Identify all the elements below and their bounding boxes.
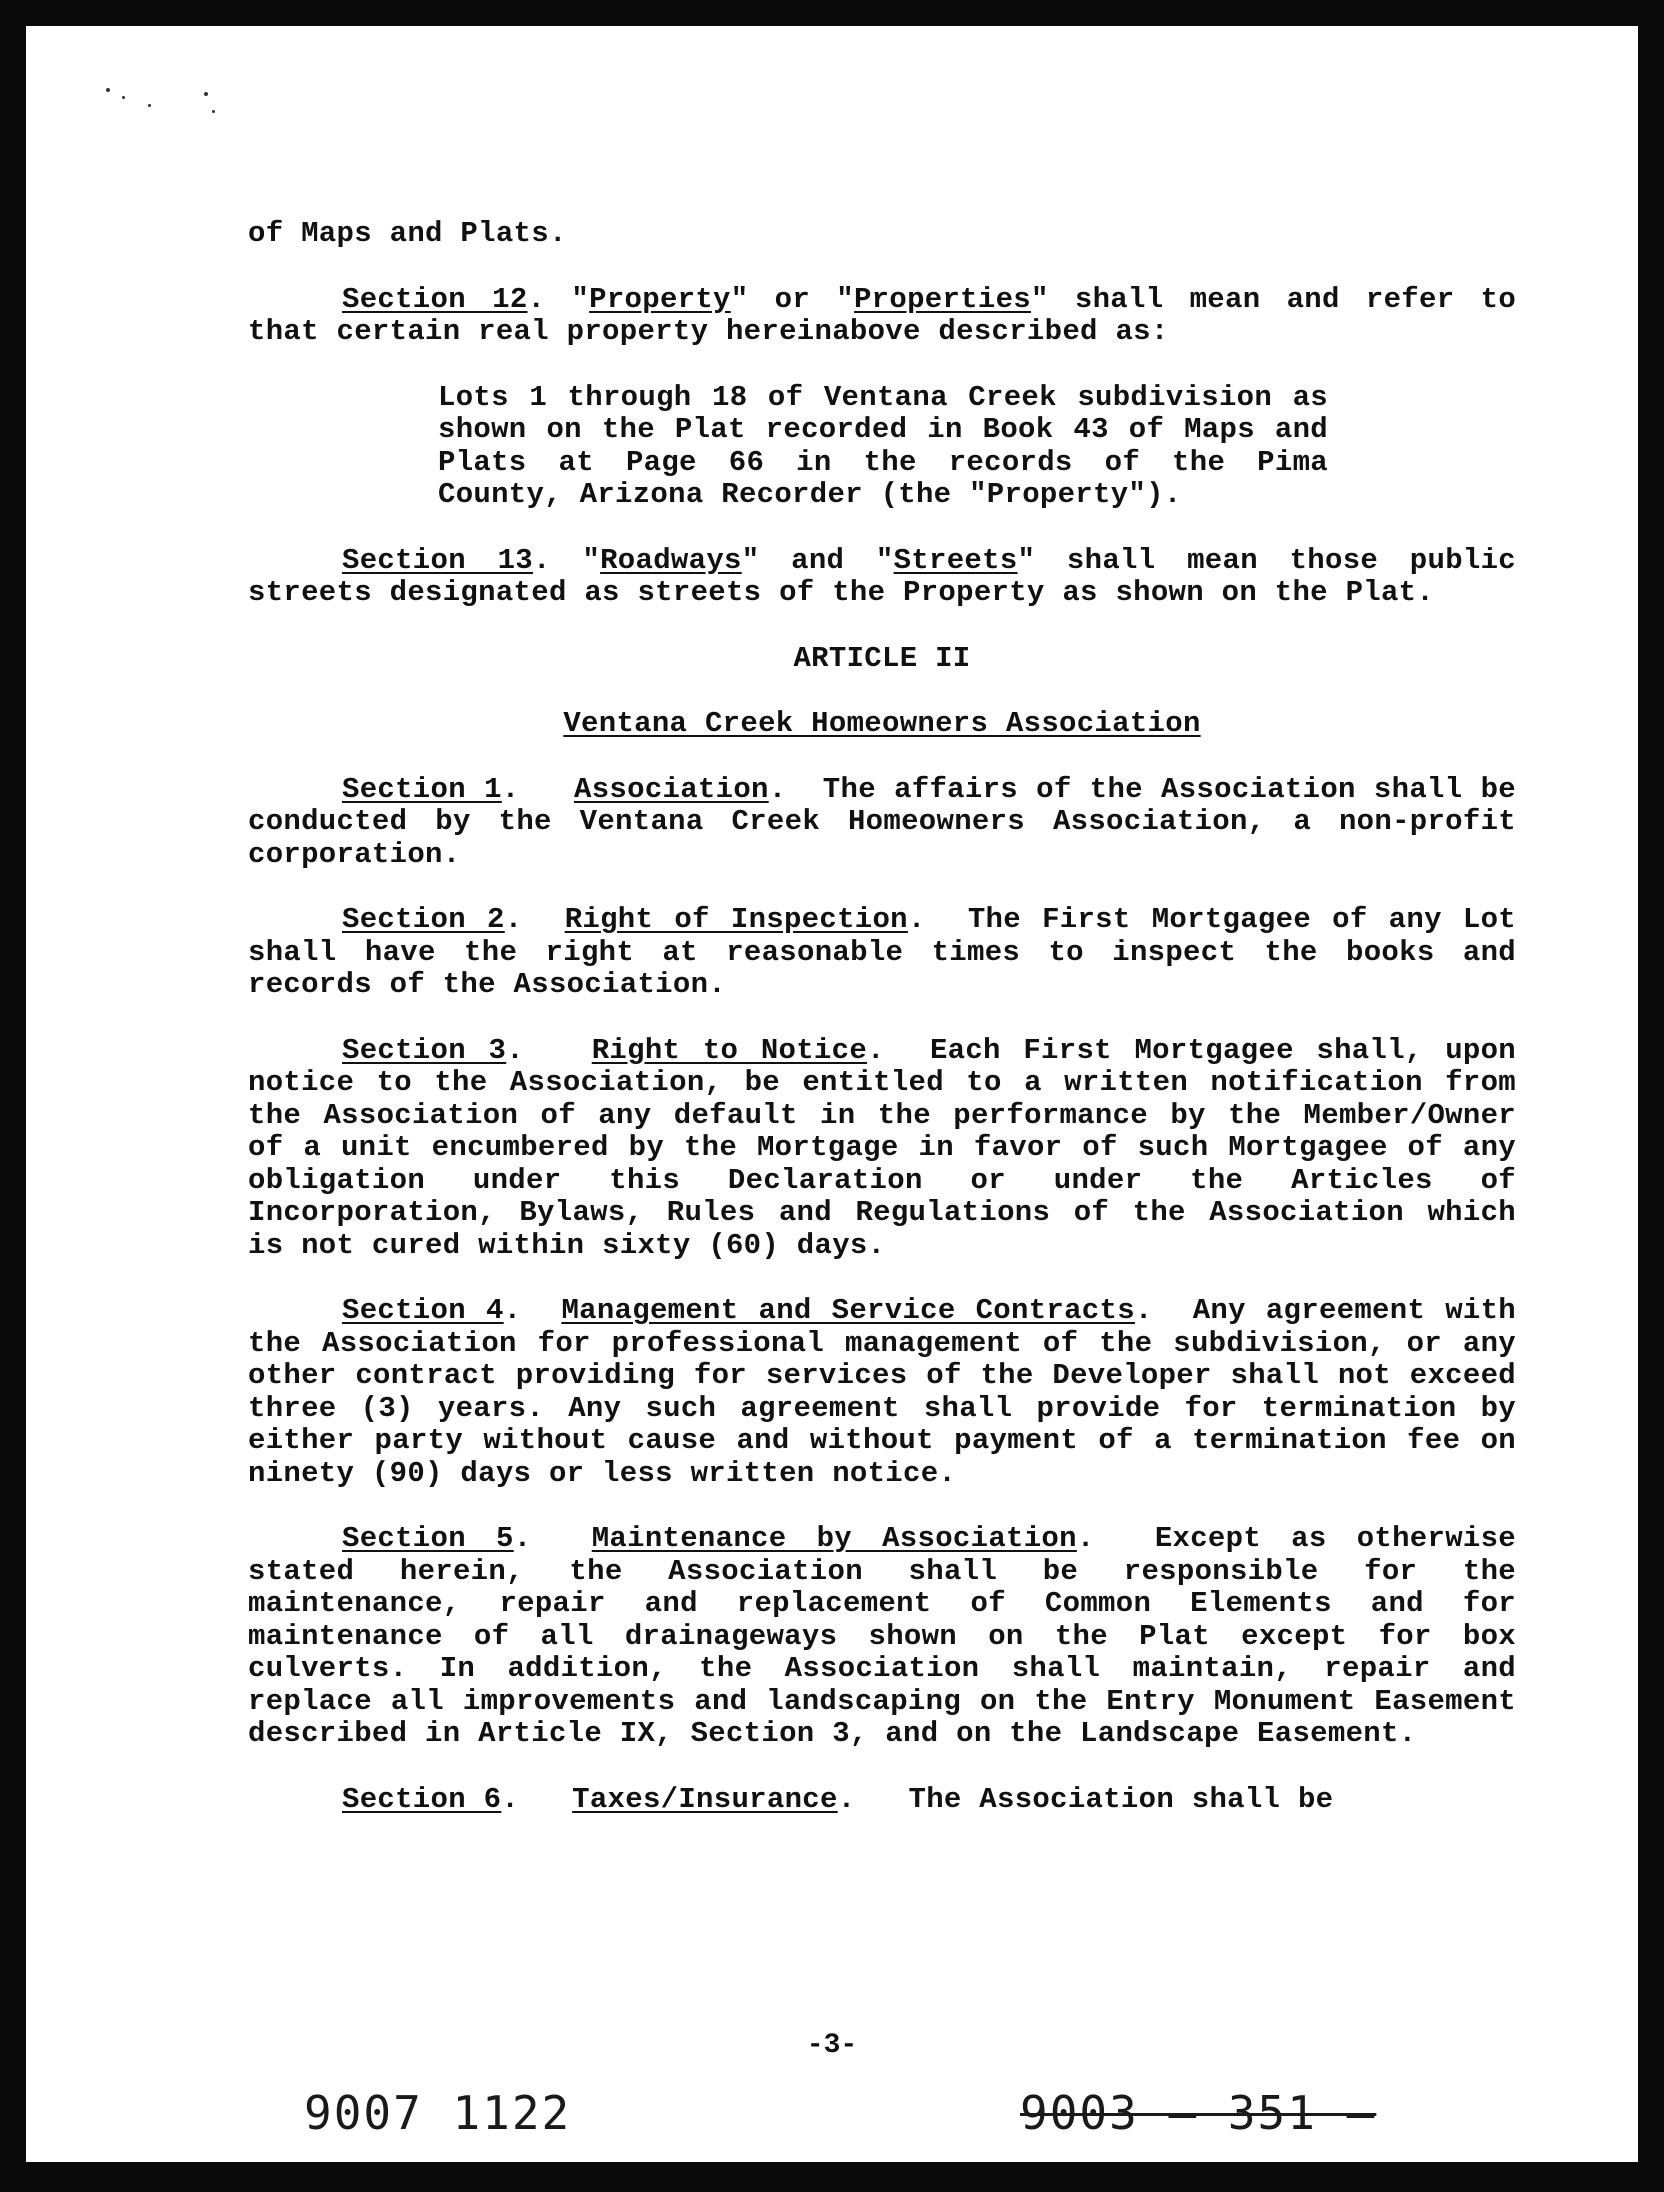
section-title: Right of Inspection bbox=[564, 903, 908, 936]
section-heading: Section 6 bbox=[342, 1782, 502, 1816]
section-heading: Section 13 bbox=[342, 543, 534, 577]
scan-speck bbox=[212, 110, 215, 113]
section-title: Association bbox=[574, 772, 769, 806]
document-body bbox=[248, 218, 1516, 1849]
section-title: Right to Notice bbox=[591, 1033, 868, 1067]
section-body: The Association shall be bbox=[908, 1782, 1334, 1816]
section-body: The affairs of the Association shall be conducted by the Ventana Creek Homeowners Association, a non-profit corporation. bbox=[248, 772, 1517, 871]
scan-speck bbox=[106, 88, 110, 92]
article-section: Section 1. Association. The affairs of the Association shall be conducted by the Ventana Creek Homeowners Association, a non-profit corporation. bbox=[248, 772, 1517, 871]
recording-stamp: 9007 1122 bbox=[304, 2086, 572, 2140]
section-body: Each First Mortgagee shall, upon notice to the Association, be entitled to a written notification from the Association of any default in the performance by the Member/Owner of a unit encumbered by the Mortgage in favor of such Mortgagee of any obligation under this Declaration or under the Articles of Incorporation, Bylaws, Rules and Regulations of the Association which is not cured within sixty (60) days. bbox=[248, 1033, 1517, 1262]
section-heading: Section 12 bbox=[342, 282, 528, 316]
section-title: Taxes/Insurance bbox=[572, 1782, 838, 1816]
section-title: Management and Service Contracts bbox=[561, 1294, 1135, 1327]
article-section: Section 2. Right of Inspection. The First Mortgagee of any Lot shall have the right at reasonable times to inspect the books and records of the Association. bbox=[248, 903, 1517, 1001]
section-heading: Section 2 bbox=[342, 903, 505, 936]
section-heading: Section 4 bbox=[342, 1294, 504, 1327]
section-body: The First Mortgagee of any Lot shall have the right at reasonable times to inspect the books and records of the Association. bbox=[248, 903, 1517, 1001]
article-section: Section 6. Taxes/Insurance. The Association shall be bbox=[342, 1782, 1334, 1816]
article-section: Section 4. Management and Service Contracts. Any agreement with the Association for professional management of the subdivision, or any other contract providing for services of the Developer shall not exceed three (3) years. Any such agreement shall provide for termination by either party without cause and without payment of a termination fee on ninety (90) days or less written notice. bbox=[248, 1294, 1517, 1490]
continuation-line: of Maps and Plats. bbox=[248, 217, 567, 250]
section-12: Section 12. "Property" or "Properties" shall mean and refer to that certain real property hereinabove described as: bbox=[248, 282, 1517, 348]
article-heading: ARTICLE II bbox=[793, 641, 971, 675]
section-13: Section 13. "Roadways" and "Streets" shall mean those public streets designated as streets of the Property as shown on the Plat. bbox=[248, 543, 1517, 609]
document-page bbox=[26, 26, 1638, 2162]
section-heading: Section 5 bbox=[342, 1522, 514, 1555]
property-description: Lots 1 through 18 of Ventana Creek subdivision as shown on the Plat recorded in Book 43 of Maps and Plats at Page 66 in the records of the Pima County, Arizona Recorder (the "Property"). bbox=[438, 380, 1328, 511]
scan-speck bbox=[122, 96, 125, 99]
page-number: -3- bbox=[806, 2030, 858, 2061]
section-body: Any agreement with the Association for professional management of the subdivision, or any other contract providing for services of the Developer shall not exceed three (3) years. Any such agreement shall provide for termination by either party without cause and without payment of a termination fee on ninety (90) days or less written notice. bbox=[248, 1294, 1517, 1490]
article-section: Section 5. Maintenance by Association. Except as otherwise stated herein, the Association shall be responsible for the maintenance, repair and replacement of Common Elements and for maintenance of all drainageways shown on the Plat except for box culverts. In addition, the Association shall maintain, repair and replace all improvements and landscaping on the Entry Monument Easement described in Article IX, Section 3, and on the Landscape Easement. bbox=[248, 1522, 1517, 1750]
article-title: Ventana Creek Homeowners Association bbox=[563, 707, 1201, 740]
section-heading: Section 1 bbox=[342, 772, 502, 806]
section-heading: Section 3 bbox=[342, 1033, 507, 1067]
defined-term: Roadways bbox=[600, 543, 742, 577]
scan-speck bbox=[204, 92, 208, 96]
section-title: Maintenance by Association bbox=[591, 1522, 1077, 1555]
defined-term: Streets bbox=[893, 543, 1018, 577]
defined-term: Property bbox=[589, 282, 731, 316]
scan-speck bbox=[148, 104, 151, 107]
defined-term: Properties bbox=[853, 282, 1031, 316]
article-section: Section 3. Right to Notice. Each First Mortgagee shall, upon notice to the Association, be entitled to a written notification from the Association of any default in the performance by the Member/Owner of a unit encumbered by the Mortgage in favor of such Mortgagee of any obligation under this Declaration or under the Articles of Incorporation, Bylaws, Rules and Regulations of the Association which is not cured within sixty (60) days. bbox=[248, 1033, 1517, 1262]
struck-recording-stamp: 9003 — 351 — bbox=[1020, 2086, 1377, 2140]
section-body: Except as otherwise stated herein, the Association shall be responsible for the maintenance, repair and replacement of Common Elements and for maintenance of all drainageways shown on the Plat except for box culverts. In addition, the Association shall maintain, repair and replace all improvements and landscaping on the Entry Monument Easement described in Article IX, Section 3, and on the Landscape Easement. bbox=[248, 1522, 1517, 1750]
